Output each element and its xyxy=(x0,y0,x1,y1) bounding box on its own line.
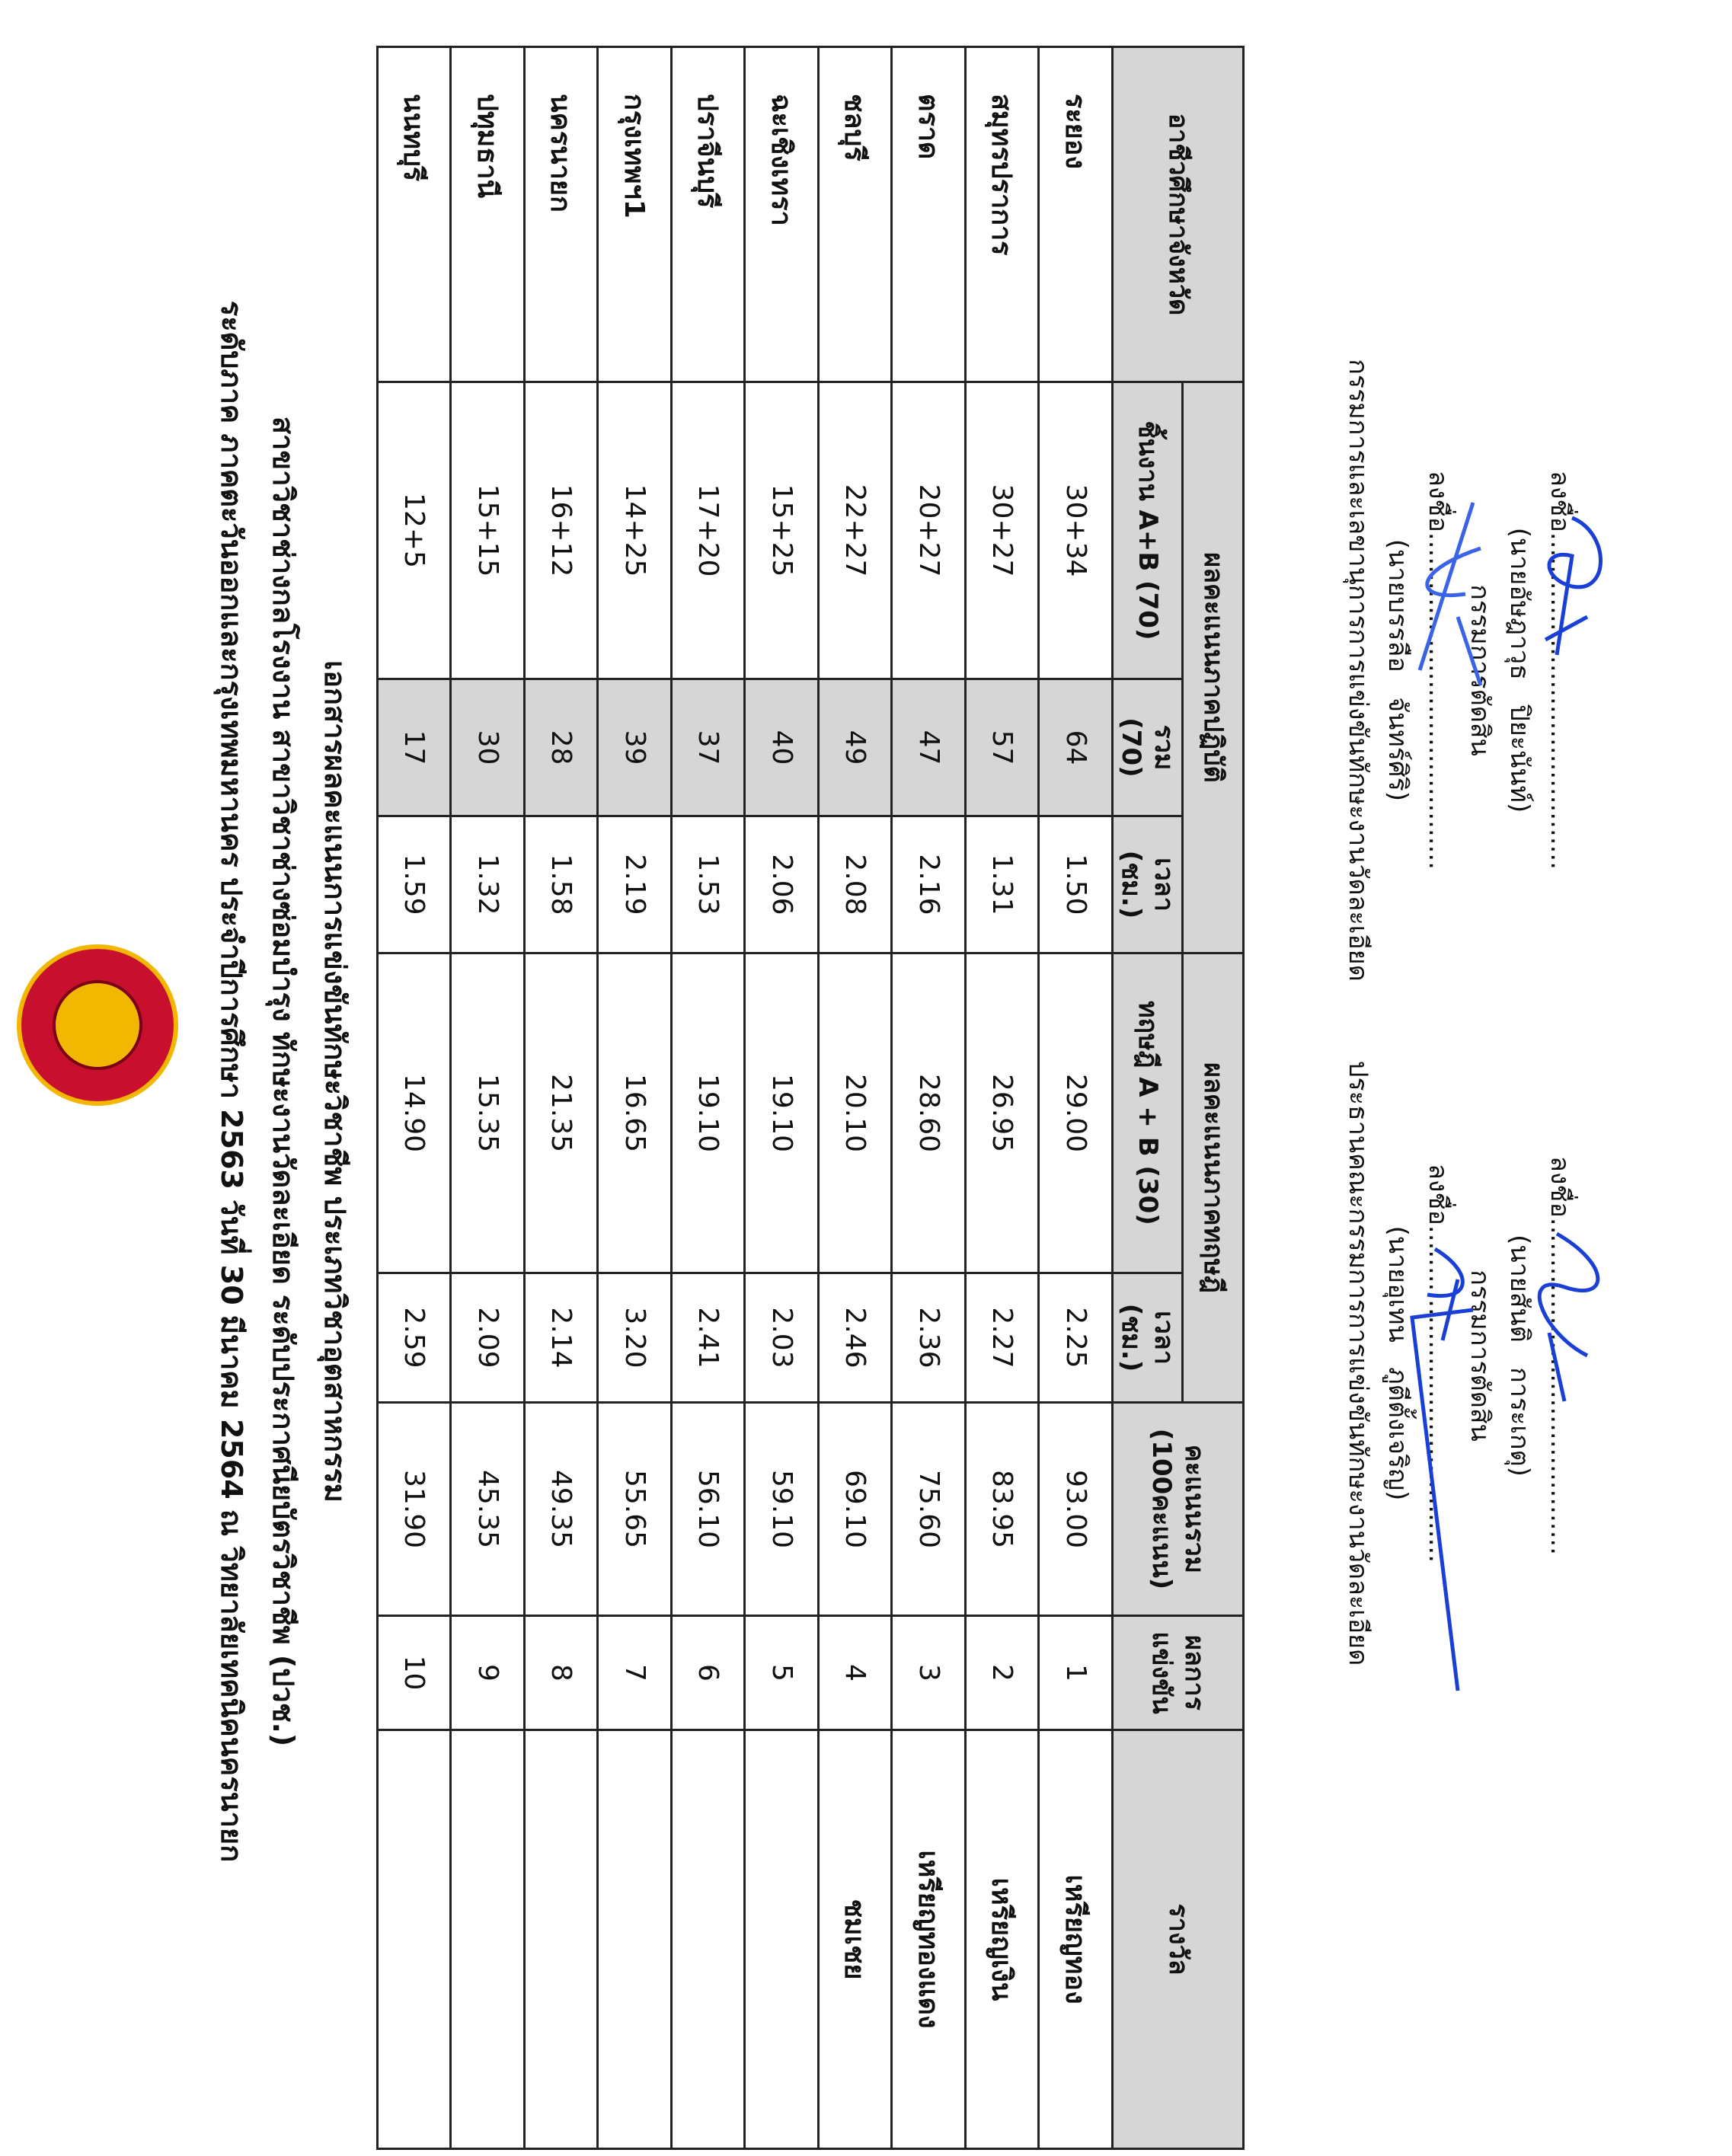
cell-award xyxy=(598,1730,672,2149)
table-row xyxy=(598,47,672,2149)
table-row xyxy=(892,47,966,2149)
signer-name: (นายสันติ การะเกตุ) xyxy=(1504,1235,1535,1477)
signer-name: (นายบรรลือ จันทร์ศิริ) xyxy=(1382,538,1414,802)
cell-theory: 14.90 xyxy=(378,953,452,1273)
cell-total: 49 xyxy=(819,679,893,816)
header-theory: ทฤษฎี A + B (30) xyxy=(1113,953,1183,1273)
cell-work: 15+15 xyxy=(451,382,525,679)
cell-work: 17+20 xyxy=(672,382,746,679)
signer-name: (นายอัษฎาวุธ ปิยะนันท์) xyxy=(1504,527,1535,813)
cell-work: 12+5 xyxy=(378,382,452,679)
cell-name: ชลบุรี xyxy=(819,47,893,382)
cell-time2: 2.27 xyxy=(966,1273,1040,1403)
header-school: อาชีวศึกษาจังหวัด xyxy=(1113,47,1244,382)
cell-sum: 83.95 xyxy=(966,1403,1040,1616)
cell-name: ตราด xyxy=(892,47,966,382)
cell-rank: 4 xyxy=(819,1616,893,1730)
cell-rank: 7 xyxy=(598,1616,672,1730)
signer-role: กรรมการและเลขานุการการแข่งขันทักษะงานวัดละเอียด xyxy=(1342,359,1373,982)
cell-theory: 16.65 xyxy=(598,953,672,1273)
cell-total: 30 xyxy=(451,679,525,816)
header-work: ชิ้นงาน A+B (70) xyxy=(1113,382,1183,679)
signature-line: ลงชื่อ......................................... xyxy=(1423,470,1453,870)
cell-rank: 2 xyxy=(966,1616,1040,1730)
document-event-line: ระดับภาค ภาคตะวันออกและกรุงเทพมหานคร ประจำปีการศึกษา 2563 วันที่ 30 มีนาคม 2564 ณ วิทยาลัยเทคนิคนครนายก xyxy=(215,300,248,1863)
cell-time1: 2.06 xyxy=(745,816,819,953)
cell-name: นนทบุรี xyxy=(378,47,452,382)
table-row xyxy=(1039,47,1113,2149)
cell-total: 28 xyxy=(525,679,599,816)
cell-rank: 5 xyxy=(745,1616,819,1730)
cell-time2: 2.25 xyxy=(1039,1273,1113,1403)
cell-sum: 49.35 xyxy=(525,1403,599,1616)
cell-name: กรุงเทพฯ1 xyxy=(598,47,672,382)
cell-award: ชมเชย xyxy=(819,1730,893,2149)
document-subtitle: สาขาวิชาช่างกลโรงงาน สาขาวิชาช่างซ่อมบำรุง ทักษะงานวัดละเอียด ระดับประกาศนียบัตรวิชาชีพ (ปวช.) xyxy=(267,416,300,1747)
cell-time2: 2.59 xyxy=(378,1273,452,1403)
cell-rank: 1 xyxy=(1039,1616,1113,1730)
cell-work: 15+25 xyxy=(745,382,819,679)
cell-time1: 2.08 xyxy=(819,816,893,953)
cell-name: ปทุมธานี xyxy=(451,47,525,382)
header-rank: ผลการ แข่งขัน xyxy=(1113,1616,1244,1730)
cell-theory: 19.10 xyxy=(745,953,819,1273)
cell-work: 16+12 xyxy=(525,382,599,679)
cell-award xyxy=(451,1730,525,2149)
header-theory-group: ผลคะแนนภาคทฤษฎี xyxy=(1183,953,1244,1403)
cell-total: 17 xyxy=(378,679,452,816)
table-row xyxy=(378,47,452,2149)
header-total70: รวม (70) xyxy=(1113,679,1183,816)
cell-time2: 2.14 xyxy=(525,1273,599,1403)
cell-name: ปราจีนบุรี xyxy=(672,47,746,382)
organization-seal-icon xyxy=(17,944,178,1106)
cell-theory: 26.95 xyxy=(966,953,1040,1273)
cell-sum: 59.10 xyxy=(745,1403,819,1616)
cell-time1: 1.31 xyxy=(966,816,1040,953)
cell-total: 40 xyxy=(745,679,819,816)
document-title: เอกสารผลคะแนนการแข่งขันทักษะวิชาชีพ ประเภทวิชาอุตสาหกรรม xyxy=(318,660,352,1503)
cell-award xyxy=(525,1730,599,2149)
cell-work: 30+34 xyxy=(1039,382,1113,679)
table-row xyxy=(745,47,819,2149)
cell-time2: 2.03 xyxy=(745,1273,819,1403)
table-row xyxy=(672,47,746,2149)
signature-line: ลงชื่อ......................................... xyxy=(1545,1155,1575,1556)
table-row xyxy=(451,47,525,2149)
signature-block-judge3 xyxy=(1459,975,1580,1736)
cell-sum: 55.65 xyxy=(598,1403,672,1616)
cell-award xyxy=(672,1730,746,2149)
cell-theory: 19.10 xyxy=(672,953,746,1273)
cell-theory: 21.35 xyxy=(525,953,599,1273)
cell-time2: 2.36 xyxy=(892,1273,966,1403)
cell-time1: 1.58 xyxy=(525,816,599,953)
header-award: รางวัล xyxy=(1113,1730,1244,2149)
signature-block-judge1 xyxy=(1459,289,1580,1051)
cell-name: สมุทรปราการ xyxy=(966,47,1040,382)
cell-work: 30+27 xyxy=(966,382,1040,679)
cell-total: 64 xyxy=(1039,679,1113,816)
cell-total: 37 xyxy=(672,679,746,816)
cell-rank: 9 xyxy=(451,1616,525,1730)
results-table xyxy=(376,46,1245,2150)
cell-rank: 10 xyxy=(378,1616,452,1730)
cell-award: เหรียญทองแดง xyxy=(892,1730,966,2149)
signer-name: (นายอุเทน ภูตีตั้งเจริญ) xyxy=(1382,1225,1414,1501)
cell-rank: 8 xyxy=(525,1616,599,1730)
cell-name: นครนายก xyxy=(525,47,599,382)
cell-award xyxy=(378,1730,452,2149)
cell-time1: 1.50 xyxy=(1039,816,1113,953)
cell-sum: 56.10 xyxy=(672,1403,746,1616)
cell-time2: 2.41 xyxy=(672,1273,746,1403)
cell-award: เหรียญเงิน xyxy=(966,1730,1040,2149)
signature-block-judge4 xyxy=(1337,982,1458,1744)
cell-sum: 69.10 xyxy=(819,1403,893,1616)
cell-time1: 1.53 xyxy=(672,816,746,953)
header-practical-group: ผลคะแนนภาคปฏิบัติ xyxy=(1183,382,1244,953)
cell-total: 47 xyxy=(892,679,966,816)
signer-role: กรรมการตัดสิน xyxy=(1464,1270,1495,1442)
table-row xyxy=(525,47,599,2149)
table-row xyxy=(966,47,1040,2149)
signer-role: กรรมการตัดสิน xyxy=(1464,584,1495,756)
cell-time2: 3.20 xyxy=(598,1273,672,1403)
signature-line: ลงชื่อ......................................... xyxy=(1423,1163,1453,1563)
signature-line: ลงชื่อ......................................... xyxy=(1545,470,1575,870)
cell-theory: 20.10 xyxy=(819,953,893,1273)
cell-sum: 75.60 xyxy=(892,1403,966,1616)
cell-time2: 2.46 xyxy=(819,1273,893,1403)
cell-sum: 45.35 xyxy=(451,1403,525,1616)
cell-total: 39 xyxy=(598,679,672,816)
header-total-score: คะแนนรวม (100คะแนน) xyxy=(1113,1403,1244,1616)
cell-time2: 2.09 xyxy=(451,1273,525,1403)
cell-award xyxy=(745,1730,819,2149)
signature-block-judge2 xyxy=(1337,289,1458,1051)
cell-rank: 6 xyxy=(672,1616,746,1730)
cell-theory: 28.60 xyxy=(892,953,966,1273)
cell-theory: 15.35 xyxy=(451,953,525,1273)
cell-rank: 3 xyxy=(892,1616,966,1730)
cell-time1: 1.59 xyxy=(378,816,452,953)
cell-work: 22+27 xyxy=(819,382,893,679)
cell-name: ระยอง xyxy=(1039,47,1113,382)
table-row xyxy=(819,47,893,2149)
cell-sum: 93.00 xyxy=(1039,1403,1113,1616)
cell-name: ฉะเชิงเทรา xyxy=(745,47,819,382)
cell-time1: 1.32 xyxy=(451,816,525,953)
header-time-theory: เวลา (ชม.) xyxy=(1113,1273,1183,1403)
signer-role: ประธานคณะกรรมการการแข่งขันทักษะงานวัดละเอียด xyxy=(1342,1060,1373,1666)
header-time-practical: เวลา (ชม.) xyxy=(1113,816,1183,953)
cell-total: 57 xyxy=(966,679,1040,816)
cell-time1: 2.16 xyxy=(892,816,966,953)
cell-work: 20+27 xyxy=(892,382,966,679)
cell-sum: 31.90 xyxy=(378,1403,452,1616)
cell-work: 14+25 xyxy=(598,382,672,679)
cell-theory: 29.00 xyxy=(1039,953,1113,1273)
cell-time1: 2.19 xyxy=(598,816,672,953)
cell-award: เหรียญทอง xyxy=(1039,1730,1113,2149)
